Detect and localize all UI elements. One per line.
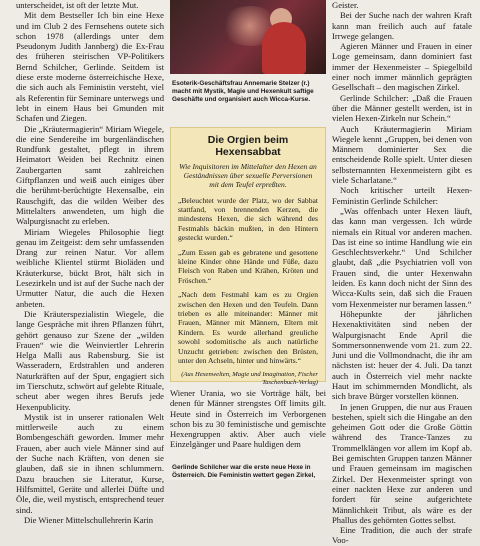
box-title: Die Orgien beim Hexensabbat bbox=[207, 134, 289, 158]
paragraph: Gerlinde Schilcher: „Daß die Frauen über die Männer gestellt werden, ist in vielen Hexen-Zirkeln nur Schein.“ bbox=[332, 92, 472, 124]
photo-caption-bottom: Gerlinde Schilcher war die erste neue Hexe in Österreich. Die Feministin wettert gegen Zirkel, bbox=[172, 464, 316, 479]
sidebar-box-hexensabbat bbox=[170, 127, 326, 386]
paragraph: Noch kritischer urteilt Hexen-Feministin Gerlinde Schilcher: bbox=[332, 185, 472, 206]
paragraph: Miriam Wiegeles Philosophie liegt genau im Zeitgeist: dem sehr umfassenden Drang zur reinen Natur. Vor allem weibliche Klientel stürmt Bioläden und Kräuterkurse, bückt Brot, hält sich in Lesezirkeln und ist auf der Suche nach der Urmutter Natur, die auch die Hexen anbeten. bbox=[16, 226, 164, 309]
paragraph: „Was offenbach unter Hexen läuft, das kann man vergessen. Ich würde niemals ein Ritual vor anderen machen. Das ist eine so intime Handlung wie ein Geschlechtsverkehr.“ Und Schilcher glaubt, daß „die Psychiatrien voll von Frauen sind, die unter Hexenwahn leiden. Es kann doch nicht der Sinn des Wicca-Kults sein, daß sich die Frauen vom Hexenmeister nur beramen lassen.“ bbox=[332, 205, 472, 309]
article-column-left bbox=[16, 0, 164, 525]
paragraph: Wiener Urania, wo sie Vorträge hält, bei denen für Männer strengstes Off limits gilt. Heute sind in Österreich im Verborgenen schon bis zu 30 feministische und gemischte Hexengruppen aktiv. Aber auch viele Einzelgänger und Paare huldigen dem bbox=[170, 388, 326, 450]
paragraph: unterscheidet, ist oft der letzte Mut. bbox=[16, 0, 139, 10]
paragraph: Agieren Männer und Frauen in einer Loge gemeinsam, dann dominiert fast immer der Hexenmeister – Spiegelbild einer noch immer männlich geprägten Gesellschaft – den magischen Zirkel. bbox=[332, 41, 472, 93]
paragraph: Höhepunkte der jährlichen Hexenaktivitäten sind neben der Walpurgisnacht Ende April die Sommersonnenwende vom 21. zum 22. Juni und die Vollmondnacht, die ihr am nächsten ist: heuer der 4. Juli. Da tanzt auch in Österreich viel mehr nackte Haut im schimmernden Mondlicht, als sich brave Bürger vorstellen können. bbox=[332, 308, 472, 402]
paragraph: Eine Tradition, die auch der strafe Voo- bbox=[332, 525, 472, 546]
article-column-right bbox=[332, 0, 472, 546]
paragraph: Die Kräuterspezialistin Wiegele, die lange Gespräche mit ihren Pflanzen führt, gehört genauso zur Szene der „wilden Frauen“ wie die Weinviertler Lehrerin Helga Malli aus Rabensburg. Sie ist Wasseradern, Erdstrahlen und anderen Naturkräften auf der Spur, engagiert sich im Tierschutz, schwört auf gelebte Rituale, scheut aber wegen ihres Berufs jede Hexenpublicity. bbox=[16, 308, 164, 412]
box-subtitle: Wie Inquisitoren im Mittelalter den Hexen an Geständnissen über sexuelle Perversionen mit dem Teufel erpreßten. bbox=[179, 162, 317, 190]
box-source: (Aus Hexenwelten, Magie und Imagination, Fischer Taschenbuch-Verlag) bbox=[181, 370, 318, 386]
box-quote: „Zum Essen gab es gebratene und gesottene kleine Kinder ohne Hände und Füße, dazu Fleisch von Raben und Krähen, Kröten und Fröschen.“ bbox=[178, 247, 318, 285]
paragraph: Mit dem Bestseller Ich bin eine Hexe und im Club 2 des Fernsehens outete sich schon 1978 (allerdings unter dem Pseudonym Judith Jannberg) die Ex-Frau des früheren steirischen VP-Politikers Bernd Schilcher, Gerlinde. Seitdem ist diese erste moderne österreichische Hexe, die sich auch als Feministin versteht, viel als Referentin für Seminare unterwegs und lebt in einem Haus bei Gmunden mit Schafen und Ziegen. bbox=[16, 10, 164, 124]
photo-esoteric-shop bbox=[170, 0, 326, 74]
paragraph: Die Wiener Mittelschullehrerin Karin bbox=[24, 514, 154, 525]
paragraph: Bei der Suche nach der wahren Kraft kann man freilich auch auf fatale Irrwege gelangen. bbox=[332, 10, 472, 41]
paragraph: Die „Kräutermagierin“ Miriam Wiegele, die eine Sendereihe im burgenländischen Rundfunk gestaltet, pflegt in ihrem Heimatort Weiden bei Rechnitz einen Zaubergarten samt zahlreichen Giftpflanzen und weiß auch einiges über die berühmt-berüchtigte Hexensalbe, ein Rauschgift, das die wilden Weiber des Mittelalters anwendeten, um high die Walpurgisnacht zu erleben. bbox=[16, 123, 164, 227]
article-column-middle bbox=[170, 388, 326, 450]
paragraph: Mystik ist in unserer rationalen Welt mittlerweile auch zu einem Bombengeschäft geworden. Immer mehr Frauen, aber auch viele Männer sind auf der Suche nach Kräften, von denen sie glauben, daß sie in ihnen schlummern. Dazu brauchen sie Literatur, Kurse, Hilfsmittel, Geräte und allerlei Düfte und Öle, die, weil mystisch, entsprechend teuer sind. bbox=[16, 411, 164, 515]
box-quote: „Beleuchtet wurde der Platz, wo der Sabbat stattfand, von brennenden Kerzen, die mindestens Hexen, die sich während des Festmahls bäckin mußten, in den Hintern gesteckt wurden.“ bbox=[178, 195, 318, 243]
paragraph: Auch Kräutermagierin Miriam Wiegele kennt „Gruppen, bei denen von Männern dominierter Sex die entscheidende Rolle spielt. Unter diesen selbsternannten Hexenmeistern gibt es viele Scharlatane.“ bbox=[332, 123, 472, 186]
photo-caption-top: Esoterik-Geschäftsfrau Annemarie Stelzer (r.) macht mit Mystik, Magie und Hexenkult saftige Geschäfte und organisiert auch Wicca-Kurse. bbox=[172, 80, 314, 103]
paragraph: In jenen Gruppen, die nur aus Frauen bestehen, spielt sich die Hingabe an den geheimen Gott oder die Große Göttin während des Trance-Tanzes zu Trommelklängen vor allem im Kopf ab. Bei gemischten Gruppen tanzen Männer und Frauen gemeinsam im magischen Zirkel. Der Hexenmeister springt von einer nackten Hexe zur anderen und fordert für seine aufgerichtete Männlichkeit Tribut, als wäre es der Phallus des gehörnten Gottes selbst. bbox=[332, 401, 472, 525]
photo-person-body bbox=[262, 22, 306, 74]
paragraph: Geister. bbox=[332, 0, 359, 10]
box-quote: „Nach dem Festmahl kam es zu Orgien zwischen den Hexen und den Teufeln. Dann trieben es alle miteinander: Männer mit Frauen, Männer mit Männern, Eltern mit Kindern. Es wurde allerhand greuliche sowohl sodomitische als auch natürliche Unzucht getrieben: zwischen den Brüsten, unter den Achseln, hinter und hinwärts.“ bbox=[178, 290, 318, 366]
